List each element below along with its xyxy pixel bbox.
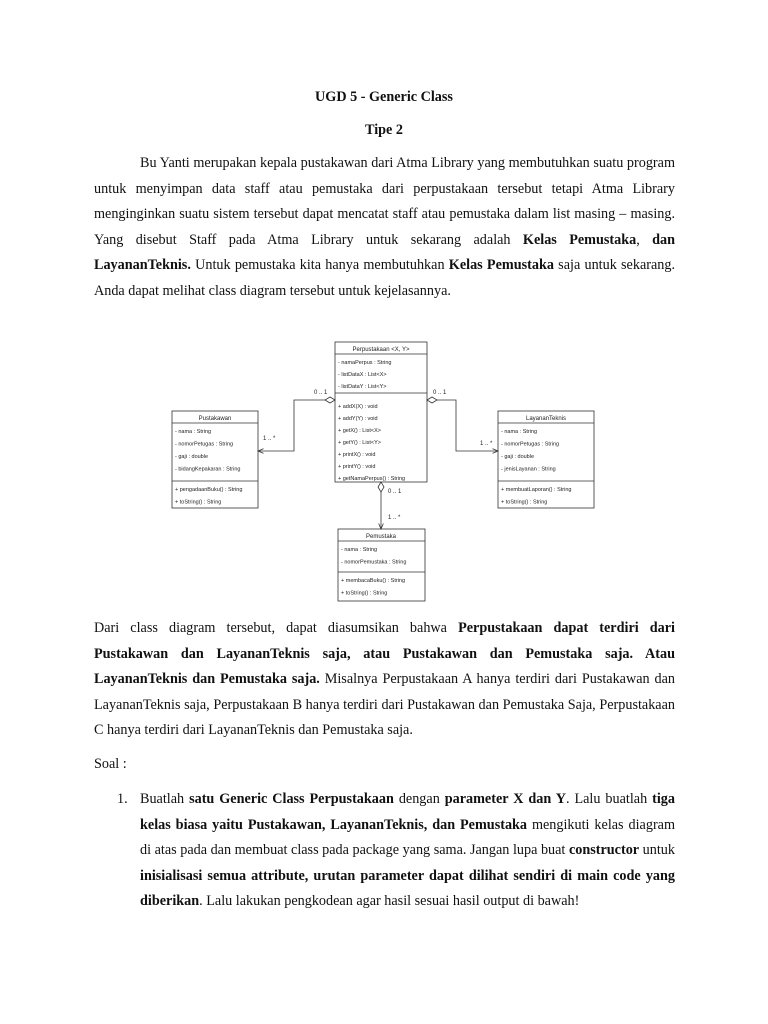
uml-method: + printY() : void (338, 464, 376, 470)
layanan-teknis-class-box (498, 411, 594, 508)
uml-method: + toString() : String (341, 590, 388, 597)
uml-method: + pengadaanBuku() : String (175, 487, 243, 493)
uml-method: + getNamaPerpus() : String (338, 476, 406, 482)
intro-text-1: Bu Yanti merupakan kepala pustakawan dari Atma Library yang membutuhkan suatu program untuk menyimpan data staff atau pemustaka dari perpustakaan tersebut tetapi Atma Library menginginkan suatu sistem tersebut dapat mencatat staff atau pemustaka dalam list masing – masing. Yang disebut Staff pada Atma Library untuk sekarang adalah (94, 155, 675, 248)
association-right (427, 390, 498, 451)
pustakawan-class-box (172, 411, 258, 508)
list-bold-2: parameter X dan Y (444, 791, 566, 807)
association-bottom (378, 482, 402, 529)
list-text-6: . Lalu lakukan pengkodean agar hasil sesuai hasil output di bawah! (199, 893, 580, 909)
assumption-text-1: Dari class diagram tersebut, dapat diasumsikan bahwa (94, 620, 459, 636)
perpustakaan-class-box (335, 342, 427, 482)
uml-attribute: - nomorPemustaka : String (341, 559, 407, 566)
document-subtitle: Tipe 2 (365, 122, 403, 138)
uml-attribute: - nama : String (341, 547, 378, 553)
intro-paragraph (94, 151, 675, 304)
uml-method: + getX() : List<X> (338, 428, 381, 434)
list-bold-5: inisialisasi semua attribute, urutan parameter dapat dilihat sendiri di main code yang diberikan (140, 867, 675, 909)
list-text-4: mengikuti kelas diagram di atas pada dan membuat class pada package yang sama. Jangan lupa buat (140, 816, 675, 858)
intro-bold-2: dan LayananTeknis. (94, 231, 676, 273)
list-text-2: dengan (393, 791, 445, 807)
list-text-3: . Lalu buatlah (565, 791, 653, 807)
multiplicity-bottom-part: 1 .. * (388, 515, 401, 521)
uml-attribute: - nama : String (175, 429, 212, 435)
uml-attribute: - listDataX : List<X> (338, 372, 387, 378)
list-bold-1: satu Generic Class Perpustakaan (189, 791, 394, 807)
intro-text-3: Untuk pemustaka kita hanya membutuhkan (190, 257, 449, 273)
class-diagram (160, 336, 610, 608)
document-title: UGD 5 - Generic Class (315, 89, 453, 105)
uml-method: + getY() : List<Y> (338, 440, 381, 446)
uml-attribute: - listDataY : List<Y> (338, 384, 387, 390)
uml-attribute: - namaPerpus : String (338, 360, 392, 366)
intro-text-2: , (636, 231, 653, 248)
perpustakaan-class-name: Perpustakaan <X, Y> (352, 347, 410, 353)
soal-label: Soal : (94, 756, 127, 772)
pustakawan-class-name: Pustakawan (198, 416, 232, 422)
uml-attribute: - gaji : double (501, 454, 535, 460)
uml-method: + membuatLaporan() : String (501, 487, 572, 493)
uml-attribute: - jenisLayanan : String (501, 466, 556, 473)
assumption-paragraph (94, 616, 675, 744)
uml-attribute: - nomorPetugas : String (175, 441, 234, 448)
list-item-1-text (140, 787, 675, 915)
uml-attribute: - nama : String (501, 429, 538, 435)
list-text-5: untuk (639, 842, 675, 858)
list-item-1-number: 1. (117, 791, 128, 807)
multiplicity-left-whole: 0 .. 1 (314, 390, 328, 396)
uml-method: + printX() : void (338, 452, 376, 458)
intro-bold-1: Kelas Pemustaka (522, 231, 637, 248)
layanan-teknis-class-name: LayananTeknis (525, 416, 567, 422)
intro-bold-3: Kelas Pemustaka (448, 257, 554, 273)
association-left (258, 390, 335, 451)
uml-method: + membacaBuku() : String (341, 578, 406, 584)
uml-attribute: - nomorPetugas : String (501, 441, 560, 448)
list-text-1: Buatlah (140, 791, 190, 807)
pemustaka-class-box (338, 529, 425, 601)
assumption-bold-1: Perpustakaan dapat terdiri dari Pustakawan dan LayananTeknis saja, atau Pustakawan dan Pemustaka saja. Atau LayananTeknis dan Pemustaka saja. (94, 620, 675, 687)
assumption-text-2: Misalnya Perpustakaan A hanya terdiri dari Pustakawan dan LayananTeknis saja, Perpustakaan B hanya terdiri dari Pustakawan dan Pemustaka Saja, Perpustakaan C hanya terdiri dari LayananTeknis dan Pemustaka saja. (94, 671, 675, 738)
uml-attribute: - gaji : double (175, 454, 209, 460)
uml-attribute: - bidangKepakaran : String (175, 466, 241, 473)
uml-method: + addX(X) : void (338, 404, 378, 410)
multiplicity-bottom-whole: 0 .. 1 (388, 489, 402, 495)
multiplicity-left-part: 1 .. * (263, 436, 276, 442)
uml-method: + toString() : String (175, 499, 222, 506)
pemustaka-class-name: Pemustaka (365, 534, 397, 540)
intro-text-4: saja untuk sekarang. Anda dapat melihat class diagram tersebut untuk kejelasannya. (94, 257, 676, 299)
multiplicity-right-whole: 0 .. 1 (433, 390, 447, 396)
uml-method: + toString() : String (501, 499, 548, 506)
list-bold-3: tiga kelas biasa yaitu Pustakawan, LayananTeknis, dan Pemustaka (140, 791, 675, 833)
list-bold-4: constructor (568, 842, 640, 858)
uml-method: + addY(Y) : void (338, 416, 378, 422)
multiplicity-right-part: 1 .. * (480, 441, 493, 447)
